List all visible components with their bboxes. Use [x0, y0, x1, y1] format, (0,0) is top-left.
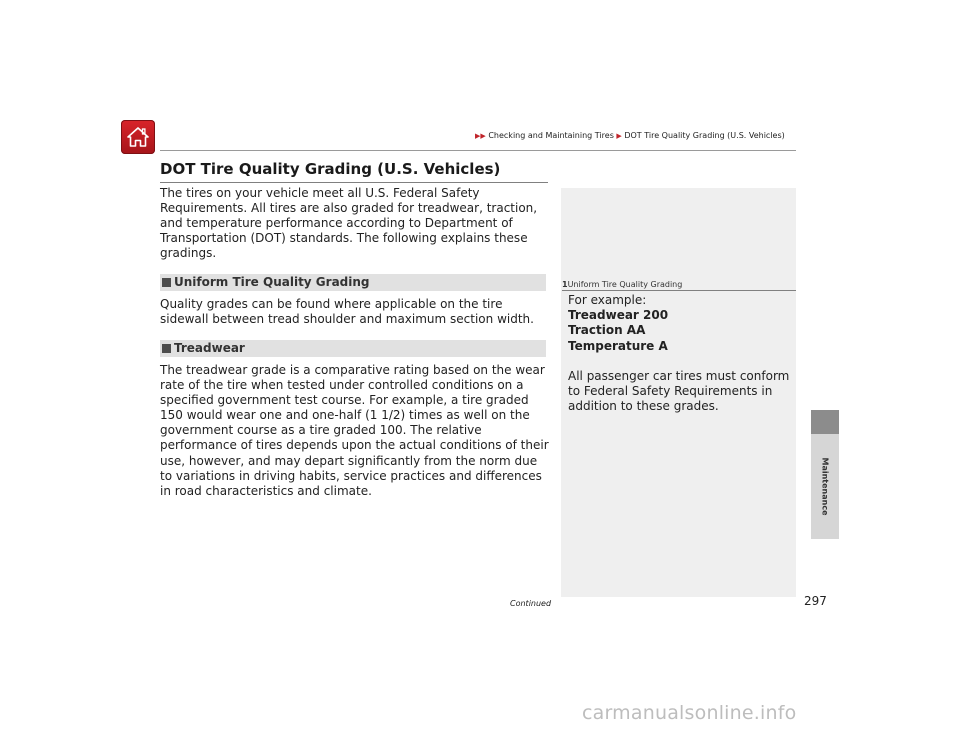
breadcrumb-arrow-icon: ▶▶	[475, 132, 486, 140]
section-paragraph: Quality grades can be found where applicable on the tire sidewall between tread shoulder and maximum section width.	[160, 297, 534, 327]
breadcrumb-arrow-icon: ▶	[616, 132, 622, 140]
title-divider	[160, 182, 548, 183]
example-label: For example:	[568, 293, 647, 307]
section-heading: Treadwear	[174, 341, 245, 355]
intro-paragraph: The tires on your vehicle meet all U.S. Federal Safety Requirements. All tires are also graded for treadwear, traction, and temperature performance according to Department of Transportation (DOT) standards. The following explains these gradings.	[160, 186, 538, 261]
note-number: 1	[562, 280, 568, 289]
chapter-tab-label-wrap	[811, 434, 839, 539]
sidebar-note-heading	[562, 280, 682, 289]
note-heading-text: Uniform Tire Quality Grading	[567, 280, 683, 289]
section-heading: Uniform Tire Quality Grading	[174, 275, 370, 289]
header-divider	[160, 150, 796, 151]
section-square-icon	[162, 344, 171, 353]
grade-temperature: Temperature A	[568, 338, 668, 353]
watermark: carmanualsonline.info	[582, 702, 797, 724]
page-number: 297	[804, 594, 827, 608]
grade-treadwear: Treadwear 200	[568, 308, 669, 323]
sidebar-note-body	[568, 293, 790, 414]
chapter-tab-label: Maintenance	[820, 457, 830, 516]
section-square-icon	[162, 278, 171, 287]
grade-traction: Traction AA	[568, 323, 646, 338]
breadcrumb	[475, 131, 785, 140]
sidebar-divider	[562, 290, 796, 291]
section-header-uniform-grading	[160, 274, 546, 291]
breadcrumb-item[interactable]: Checking and Maintaining Tires	[488, 131, 614, 140]
breadcrumb-item[interactable]: DOT Tire Quality Grading (U.S. Vehicles)	[624, 131, 785, 140]
page-title: DOT Tire Quality Grading (U.S. Vehicles)	[160, 160, 501, 178]
section-header-treadwear	[160, 340, 546, 357]
home-icon[interactable]	[121, 120, 155, 154]
continued-label: Continued	[510, 599, 552, 608]
note-text: All passenger car tires must conform to Federal Safety Requirements in addition to these grades.	[568, 368, 790, 414]
section-paragraph: The treadwear grade is a comparative rating based on the wear rate of the tire when tested under controlled conditions on a specified government test course. For example, a tire graded 150 would wear one and one-half (1 1/2) times as well on the government course as a tire graded 100. The relative performance of tires depends upon the actual conditions of their use, however, and may depart significantly from the norm due to variations in driving habits, service practices and differences in road characteristics and climate.	[160, 363, 549, 498]
chapter-tab-marker	[811, 410, 839, 434]
